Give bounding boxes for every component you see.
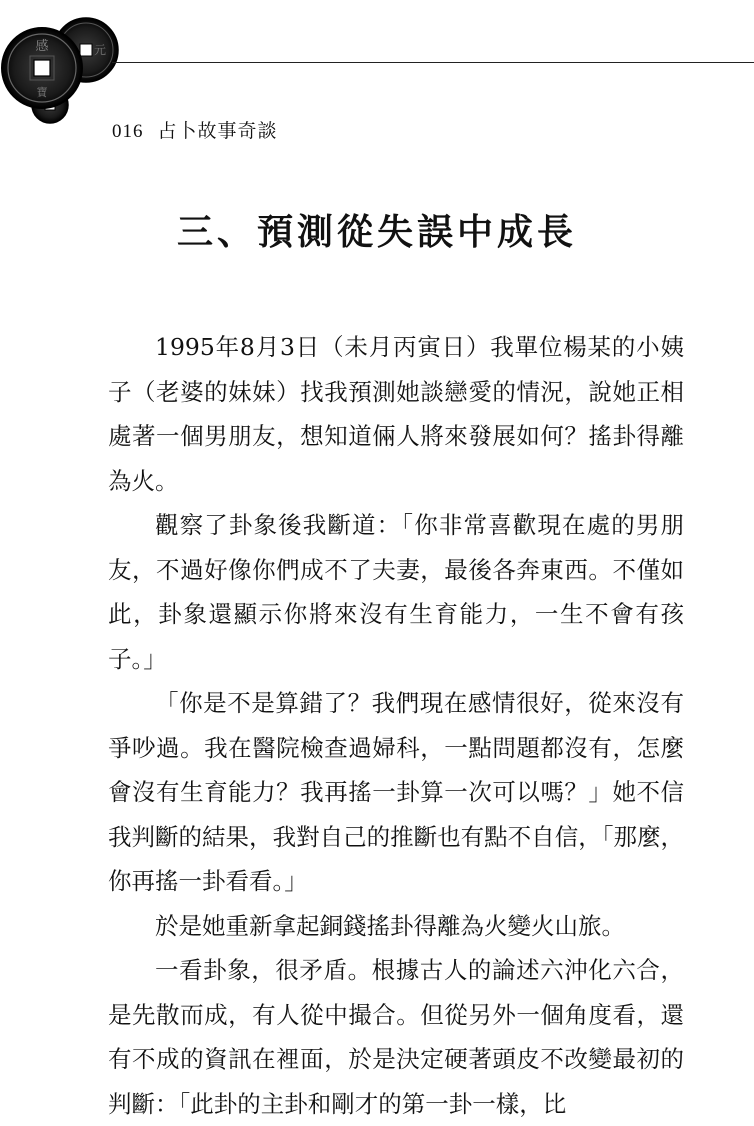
chinese-coins-icon: [0, 10, 126, 125]
paragraph: 一看卦象，很矛盾。根據古人的論述六沖化六合，是先散而成，有人從中撮合。但從另外一個角度看，還有不成的資訊在裡面，於是決定硬著頭皮不改變最初的判斷：「此卦的主卦和剛才的第一卦一樣，比: [108, 956, 684, 1118]
page-number: 016: [112, 121, 144, 142]
paragraph: 「你是不是算錯了？我們現在感情很好，從來沒有爭吵過。我在醫院檢查過婦科，一點問題都沒有，怎麼會沒有生育能力？我再搖一卦算一次可以嗎？」她不信我判斷的結果，我對自己的推斷也有點不自信，「那麼，你再搖一卦看看。」: [108, 689, 684, 895]
paragraph: 1995年8月3日（未月丙寅日）我單位楊某的小姨子（老婆的妹妹）找我預測她談戀愛的情況，說她正相處著一個男朋友，想知道倆人將來發展如何？搖卦得離為火。: [108, 333, 684, 495]
paragraph: 觀察了卦象後我斷道：「你非常喜歡現在處的男朋友，不過好像你們成不了夫妻，最後各奔東西。不僅如此，卦象還顯示你將來沒有生育能力，一生不會有孩子。」: [108, 511, 684, 673]
paragraph: 於是她重新拿起銅錢搖卦得離為火變火山旅。: [155, 911, 625, 940]
chapter-title: 三、預測從失誤中成長: [176, 211, 577, 253]
body-text: [108, 325, 684, 1126]
book-title: 占卜故事奇談: [157, 120, 278, 142]
svg-text:寶: 寶: [36, 86, 48, 99]
header-rule: [112, 62, 754, 63]
svg-text:感: 感: [35, 39, 49, 54]
svg-text:元: 元: [93, 43, 107, 57]
running-head: [112, 118, 278, 145]
